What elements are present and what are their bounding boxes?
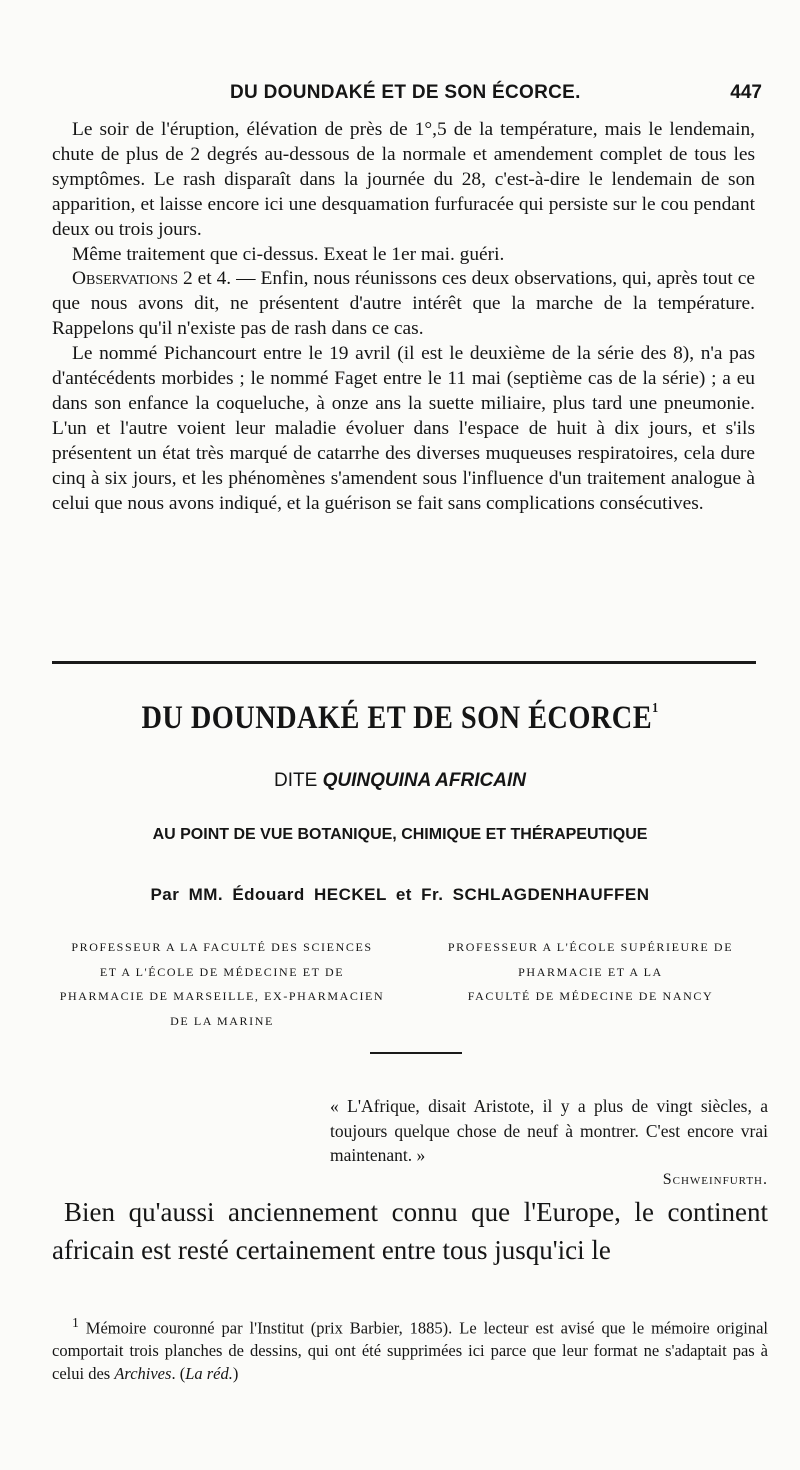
paragraph-3-text: 2 et 4. — Enfin, nous réunissons ces deux observations, qui, après tout ce que nous avons dit, ne présentent d'autre intérêt que la marche de la température. Rappelons qu'il n'existe pas de rash dans ce cas. <box>52 268 755 340</box>
epigraph-text: « L'Afrique, disait Aristote, il y a plus de vingt siècles, a toujours quelque chose de neuf à montrer. C'est encore vrai maintenant. » <box>330 1096 768 1165</box>
paragraph-3 <box>52 267 755 342</box>
affiliation-line: PHARMACIE DE MARSEILLE, EX-PHARMACIEN <box>59 989 385 1003</box>
article-scope: AU POINT DE VUE BOTANIQUE, CHIMIQUE ET THÉRAPEUTIQUE <box>152 826 648 843</box>
affiliation-heckel <box>52 935 392 1033</box>
affiliation-line: PROFESSEUR A L'ÉCOLE SUPÉRIEURE DE <box>447 940 734 954</box>
footnote-editor: La réd. <box>185 1364 233 1384</box>
affiliation-line: ET A L'ÉCOLE DE MÉDECINE ET DE <box>99 964 345 979</box>
affiliation-line: FACULTÉ DE MÉDECINE DE NANCY <box>467 989 714 1003</box>
epigraph-attribution: Schweinfurth. <box>662 1170 768 1188</box>
subtitle-italic: QUINQUINA AFRICAIN <box>322 770 526 791</box>
page-header <box>52 82 762 112</box>
paragraph-4: Le nommé Pichancourt entre le 19 avril (il est le deuxième de la série des 8), n'a pas d'antécédents morbides ; le nommé Faget entre le 11 mai (septième cas de la série) ; a eu dans son enfance la coqueluche, à onze ans la suette miliaire, plus tard une pneumonie. L'un et l'autre voient leur maladie évoluer dans l'espace de huit à dix jours, et s'ils présentent un état très marqué de catarrhe des diverses muqueuses respiratoires, cela dure cinq à six jours, et les phénomènes s'amendent sous l'influence d'un traitement analogue à celui que nous avons indiqué, et la guérison se fait sans complications consécutives. <box>52 343 755 514</box>
opening-paragraph: Bien qu'aussi anciennement connu que l'Europe, le continent africain est resté certainement entre tous jusqu'ici le <box>52 1197 768 1265</box>
footnote-body: Mémoire couronné par l'Institut (prix Barbier, 1885). Le lecteur est avisé que le mémoire original comportait trois planches de dessins, qui ont été supprimées ici parce que leur format ne s'adaptait pas à celui des <box>52 1318 768 1384</box>
observations-label: Observations <box>72 268 178 290</box>
affiliation-schlagdenhauffen <box>418 935 763 1009</box>
footnote-text <box>52 1312 768 1386</box>
article-title-text: DU DOUNDAKÉ ET DE SON ÉCORCE <box>141 700 653 736</box>
affiliation-line: PROFESSEUR A LA FACULTÉ DES SCIENCES <box>71 940 373 954</box>
footnote-mark: 1 <box>72 1315 79 1330</box>
section-divider <box>52 661 756 664</box>
page-number: 447 <box>730 82 762 103</box>
article-title <box>56 700 744 737</box>
paragraph-2: Même traitement que ci-dessus. Exeat le 1er mai. guéri. <box>72 243 505 265</box>
affiliation-line: PHARMACIE ET A LA <box>518 964 663 979</box>
footnote <box>52 1312 768 1386</box>
affiliation-line: DE LA MARINE <box>170 1013 274 1028</box>
epigraph <box>330 1094 768 1192</box>
paragraph-1: Le soir de l'éruption, élévation de près de 1°,5 de la température, mais le lendemain, chute de plus de 2 degrés au-dessous de la normale et amendement complet de tous les symptômes. Le rash disparaît dans la journée du 28, c'est-à-dire le lendemain de son apparition, et laisse encore ici une desquamation furfuracée qui persiste sur le cou pendant deux ou trois jours. <box>52 119 755 240</box>
body-text <box>52 118 755 517</box>
footnote-close: ) <box>232 1364 239 1384</box>
article-subtitle <box>0 770 800 792</box>
short-divider <box>370 1052 462 1054</box>
running-title: DU DOUNDAKÉ ET DE SON ÉCORCE. <box>230 82 581 103</box>
footnote-punct: . ( <box>171 1364 186 1384</box>
subtitle-prefix: DITE <box>274 770 323 791</box>
title-footnote-mark: 1 <box>652 701 659 716</box>
footnote-journal: Archives <box>114 1364 172 1384</box>
authors-line: Par MM. Édouard HECKEL et Fr. SCHLAGDENHAUFFEN <box>150 885 650 904</box>
